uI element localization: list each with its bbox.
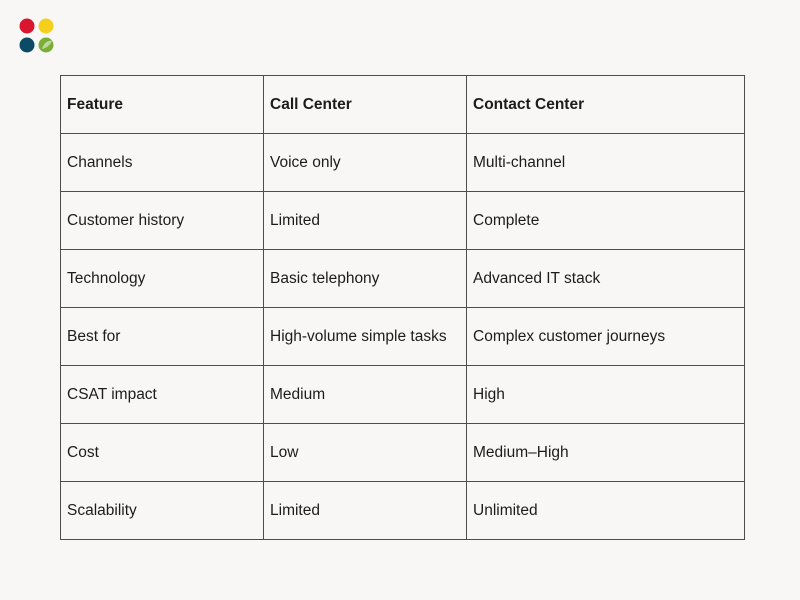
call-center-cell: Low bbox=[264, 424, 467, 482]
contact-center-cell: Complete bbox=[467, 192, 745, 250]
logo-dot-navy bbox=[20, 38, 35, 53]
call-center-cell: Limited bbox=[264, 192, 467, 250]
logo-svg bbox=[19, 18, 57, 56]
four-dot-logo-icon bbox=[19, 18, 57, 56]
call-center-cell: Basic telephony bbox=[264, 250, 467, 308]
table-row bbox=[61, 134, 745, 192]
feature-cell: Channels bbox=[61, 134, 264, 192]
feature-cell: CSAT impact bbox=[61, 366, 264, 424]
comparison-table bbox=[60, 75, 745, 540]
table-row bbox=[61, 308, 745, 366]
header-call-center: Call Center bbox=[264, 76, 467, 134]
contact-center-cell: Multi-channel bbox=[467, 134, 745, 192]
call-center-cell: Voice only bbox=[264, 134, 467, 192]
call-center-cell: Medium bbox=[264, 366, 467, 424]
feature-cell: Customer history bbox=[61, 192, 264, 250]
feature-cell: Scalability bbox=[61, 482, 264, 540]
contact-center-cell: Unlimited bbox=[467, 482, 745, 540]
contact-center-cell: Medium–High bbox=[467, 424, 745, 482]
call-center-cell: Limited bbox=[264, 482, 467, 540]
contact-center-cell: Complex customer journeys bbox=[467, 308, 745, 366]
feature-cell: Cost bbox=[61, 424, 264, 482]
feature-cell: Technology bbox=[61, 250, 264, 308]
table-row bbox=[61, 482, 745, 540]
table-row bbox=[61, 250, 745, 308]
contact-center-cell: Advanced IT stack bbox=[467, 250, 745, 308]
table-row bbox=[61, 424, 745, 482]
call-center-cell: High-volume simple tasks bbox=[264, 308, 467, 366]
table-row bbox=[61, 366, 745, 424]
header-contact-center: Contact Center bbox=[467, 76, 745, 134]
feature-cell: Best for bbox=[61, 308, 264, 366]
contact-center-cell: High bbox=[467, 366, 745, 424]
header-feature: Feature bbox=[61, 76, 264, 134]
table-header-row bbox=[61, 76, 745, 134]
logo-dot-red bbox=[20, 19, 35, 34]
logo-dot-yellow bbox=[39, 19, 54, 34]
table-row bbox=[61, 192, 745, 250]
